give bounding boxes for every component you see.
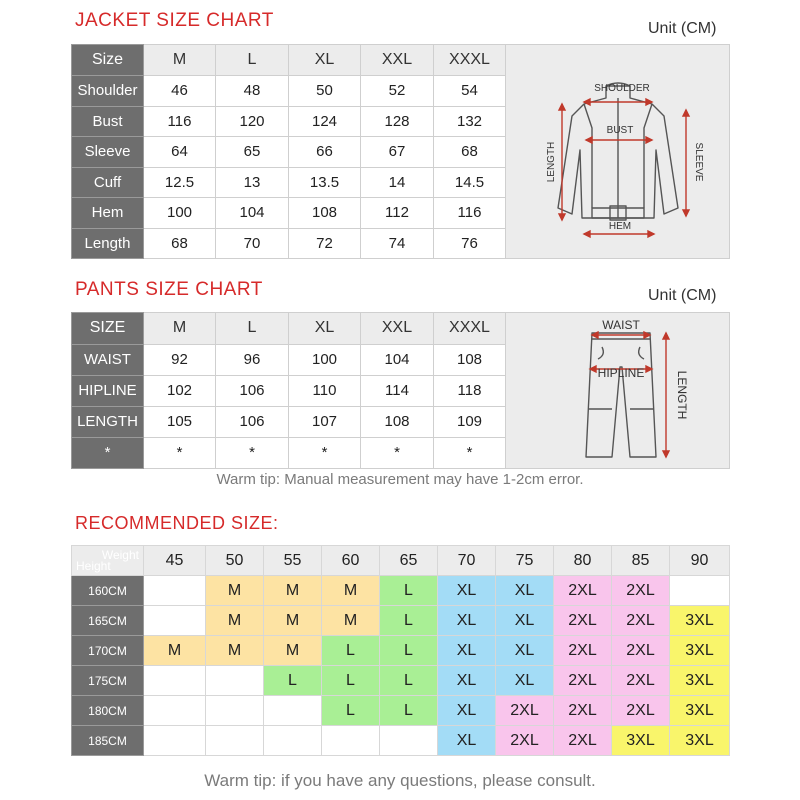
recommended-size-cell — [206, 696, 264, 726]
jacket-value-cell: 68 — [434, 137, 506, 168]
jacket-row-label: Sleeve — [72, 137, 144, 168]
recommended-size-cell — [264, 726, 322, 756]
pants-value-cell: 106 — [216, 375, 289, 406]
jacket-value-cell: 112 — [361, 198, 434, 229]
pants-header-size: SIZE — [72, 313, 144, 345]
recommended-header-row — [72, 546, 730, 576]
height-row-label: 185CM — [72, 726, 144, 756]
pants-value-cell: * — [144, 437, 216, 468]
recommended-size-cell: 2XL — [554, 726, 612, 756]
jacket-value-cell: 128 — [361, 106, 434, 137]
height-row-label: 180CM — [72, 696, 144, 726]
pants-value-cell: 96 — [216, 344, 289, 375]
weight-header-cell: 90 — [670, 546, 730, 576]
weight-height-corner — [72, 546, 144, 576]
recommended-size-table — [71, 545, 730, 756]
pants-header-cell: XL — [289, 313, 361, 345]
jacket-row-label: Hem — [72, 198, 144, 229]
jacket-header-cell: XXXL — [434, 45, 506, 76]
pants-value-cell: 114 — [361, 375, 434, 406]
jacket-value-cell: 12.5 — [144, 167, 216, 198]
recommended-size-cell — [144, 726, 206, 756]
jacket-value-cell: 66 — [289, 137, 361, 168]
jacket-value-cell: 50 — [289, 76, 361, 107]
recommended-size-cell — [144, 666, 206, 696]
recommended-size-cell: L — [380, 606, 438, 636]
recommended-warm-tip: Warm tip: if you have any questions, please consult. — [204, 771, 596, 790]
recommended-size-cell: M — [264, 636, 322, 666]
recommended-size-cell: M — [264, 606, 322, 636]
recommended-size-cell: XL — [496, 606, 554, 636]
recommended-size-cell: M — [322, 576, 380, 606]
pants-value-cell: * — [216, 437, 289, 468]
weight-header-cell: 45 — [144, 546, 206, 576]
recommended-size-cell — [144, 576, 206, 606]
jacket-value-cell: 14.5 — [434, 167, 506, 198]
pants-value-cell: 108 — [434, 344, 506, 375]
pants-value-cell: 100 — [289, 344, 361, 375]
jacket-value-cell: 48 — [216, 76, 289, 107]
pants-header-row — [72, 313, 730, 345]
recommended-size-cell — [670, 576, 730, 606]
recommended-size-cell: L — [322, 696, 380, 726]
pants-row-label: HIPLINE — [72, 375, 144, 406]
pants-value-cell: 106 — [216, 406, 289, 437]
pants-row-label: WAIST — [72, 344, 144, 375]
pants-value-cell: 104 — [361, 344, 434, 375]
jacket-size-table — [71, 44, 730, 259]
weight-header-cell: 85 — [612, 546, 670, 576]
pants-diagram — [506, 313, 730, 463]
jacket-value-cell: 70 — [216, 228, 289, 259]
recommended-size-cell: M — [206, 606, 264, 636]
height-row-label: 175CM — [72, 666, 144, 696]
recommended-size-cell: 3XL — [612, 726, 670, 756]
pants-value-cell: 107 — [289, 406, 361, 437]
weight-header-cell: 65 — [380, 546, 438, 576]
recommended-table-row — [72, 726, 730, 756]
recommended-table-row — [72, 666, 730, 696]
recommended-size-cell: 2XL — [496, 726, 554, 756]
recommended-size-cell: XL — [496, 576, 554, 606]
pants-chart-title: PANTS SIZE CHART — [75, 279, 263, 300]
jacket-diagram — [506, 58, 730, 240]
jacket-value-cell: 104 — [216, 198, 289, 229]
recommended-size-cell: M — [206, 636, 264, 666]
recommended-size-title: RECOMMENDED SIZE: — [75, 513, 279, 533]
pants-value-cell: 110 — [289, 375, 361, 406]
jacket-value-cell: 72 — [289, 228, 361, 259]
recommended-size-cell: 2XL — [612, 696, 670, 726]
recommended-size-cell — [380, 726, 438, 756]
jacket-value-cell: 132 — [434, 106, 506, 137]
recommended-size-cell: 2XL — [496, 696, 554, 726]
recommended-size-cell: 2XL — [554, 696, 612, 726]
recommended-size-cell: 3XL — [670, 696, 730, 726]
recommended-size-cell: L — [380, 696, 438, 726]
recommended-size-cell: XL — [438, 606, 496, 636]
recommended-size-cell: M — [144, 636, 206, 666]
hipline-label: HIPLINE — [597, 366, 645, 380]
jacket-value-cell: 54 — [434, 76, 506, 107]
pants-warm-tip: Warm tip: Manual measurement may have 1-2cm error. — [216, 471, 584, 488]
pants-value-cell: * — [289, 437, 361, 468]
recommended-size-cell: 2XL — [554, 666, 612, 696]
hem-label: HEM — [608, 221, 632, 232]
weight-header-cell: 50 — [206, 546, 264, 576]
recommended-size-cell: XL — [438, 666, 496, 696]
jacket-header-cell: L — [216, 45, 289, 76]
pants-header-cell: M — [144, 313, 216, 345]
recommended-size-cell: 3XL — [670, 726, 730, 756]
jacket-value-cell: 116 — [434, 198, 506, 229]
recommended-size-cell: 2XL — [612, 666, 670, 696]
pants-row-label: * — [72, 437, 144, 468]
jacket-value-cell: 14 — [361, 167, 434, 198]
jacket-header-cell: XXL — [361, 45, 434, 76]
pants-value-cell: * — [434, 437, 506, 468]
recommended-size-cell — [264, 696, 322, 726]
shoulder-label: SHOULDER — [594, 83, 650, 94]
jacket-value-cell: 68 — [144, 228, 216, 259]
height-axis-label: Height — [76, 559, 111, 573]
pants-diagram-cell — [506, 313, 730, 469]
pants-size-table — [71, 312, 730, 469]
length-label: LENGTH — [546, 141, 557, 183]
recommended-size-cell: XL — [438, 576, 496, 606]
recommended-table-row — [72, 576, 730, 606]
jacket-row-label: Shoulder — [72, 76, 144, 107]
jacket-value-cell: 120 — [216, 106, 289, 137]
recommended-size-cell: 2XL — [612, 636, 670, 666]
weight-axis-label: Weight — [101, 548, 139, 562]
recommended-size-cell: L — [380, 666, 438, 696]
pants-header-cell: XXXL — [434, 313, 506, 345]
height-row-label: 165CM — [72, 606, 144, 636]
jacket-value-cell: 52 — [361, 76, 434, 107]
recommended-size-cell: 3XL — [670, 606, 730, 636]
recommended-size-cell — [206, 666, 264, 696]
pants-length-label: LENGTH — [675, 370, 689, 420]
pants-value-cell: 108 — [361, 406, 434, 437]
recommended-size-cell: L — [322, 666, 380, 696]
recommended-size-cell: XL — [496, 666, 554, 696]
recommended-size-cell: XL — [496, 636, 554, 666]
jacket-value-cell: 76 — [434, 228, 506, 259]
recommended-size-cell — [144, 696, 206, 726]
recommended-table-row — [72, 696, 730, 726]
jacket-value-cell: 74 — [361, 228, 434, 259]
pants-row-label: LENGTH — [72, 406, 144, 437]
recommended-size-cell: 3XL — [670, 636, 730, 666]
height-row-label: 170CM — [72, 636, 144, 666]
recommended-size-cell — [322, 726, 380, 756]
recommended-size-cell: M — [322, 606, 380, 636]
jacket-header-row — [72, 45, 730, 76]
recommended-size-cell: XL — [438, 726, 496, 756]
weight-header-cell: 75 — [496, 546, 554, 576]
pants-unit-label: Unit (CM) — [648, 287, 717, 304]
jacket-value-cell: 64 — [144, 137, 216, 168]
jacket-row-label: Bust — [72, 106, 144, 137]
recommended-size-cell: 2XL — [554, 636, 612, 666]
pants-value-cell: 105 — [144, 406, 216, 437]
jacket-value-cell: 124 — [289, 106, 361, 137]
recommended-size-cell: 2XL — [554, 576, 612, 606]
recommended-size-cell — [206, 726, 264, 756]
jacket-row-label: Cuff — [72, 167, 144, 198]
recommended-table-row — [72, 606, 730, 636]
pants-header-cell: L — [216, 313, 289, 345]
recommended-size-cell: M — [264, 576, 322, 606]
weight-header-cell: 80 — [554, 546, 612, 576]
jacket-unit-label: Unit (CM) — [648, 20, 717, 37]
jacket-value-cell: 108 — [289, 198, 361, 229]
jacket-header-size: Size — [72, 45, 144, 76]
waist-label: WAIST — [602, 318, 640, 332]
recommended-size-cell: L — [380, 636, 438, 666]
recommended-size-cell: M — [206, 576, 264, 606]
recommended-size-cell — [144, 606, 206, 636]
bust-label: BUST — [606, 125, 634, 136]
pants-value-cell: 102 — [144, 375, 216, 406]
jacket-value-cell: 46 — [144, 76, 216, 107]
recommended-size-cell: 2XL — [612, 606, 670, 636]
pants-value-cell: * — [361, 437, 434, 468]
jacket-value-cell: 13 — [216, 167, 289, 198]
sleeve-label: SLEEVE — [693, 142, 704, 182]
jacket-diagram-cell — [506, 45, 730, 259]
weight-header-cell: 60 — [322, 546, 380, 576]
jacket-value-cell: 65 — [216, 137, 289, 168]
pants-value-cell: 118 — [434, 375, 506, 406]
recommended-size-cell: 2XL — [554, 606, 612, 636]
pants-value-cell: 92 — [144, 344, 216, 375]
recommended-size-cell: L — [380, 576, 438, 606]
recommended-size-cell: 2XL — [612, 576, 670, 606]
jacket-chart-title: JACKET SIZE CHART — [75, 10, 274, 31]
jacket-row-label: Length — [72, 228, 144, 259]
recommended-size-cell: XL — [438, 696, 496, 726]
recommended-size-cell: XL — [438, 636, 496, 666]
recommended-size-cell: L — [322, 636, 380, 666]
jacket-header-cell: M — [144, 45, 216, 76]
recommended-size-cell: 3XL — [670, 666, 730, 696]
weight-header-cell: 70 — [438, 546, 496, 576]
weight-header-cell: 55 — [264, 546, 322, 576]
pants-header-cell: XXL — [361, 313, 434, 345]
jacket-value-cell: 13.5 — [289, 167, 361, 198]
pants-value-cell: 109 — [434, 406, 506, 437]
jacket-value-cell: 100 — [144, 198, 216, 229]
jacket-header-cell: XL — [289, 45, 361, 76]
jacket-value-cell: 67 — [361, 137, 434, 168]
height-row-label: 160CM — [72, 576, 144, 606]
jacket-value-cell: 116 — [144, 106, 216, 137]
recommended-table-row — [72, 636, 730, 666]
recommended-size-cell: L — [264, 666, 322, 696]
